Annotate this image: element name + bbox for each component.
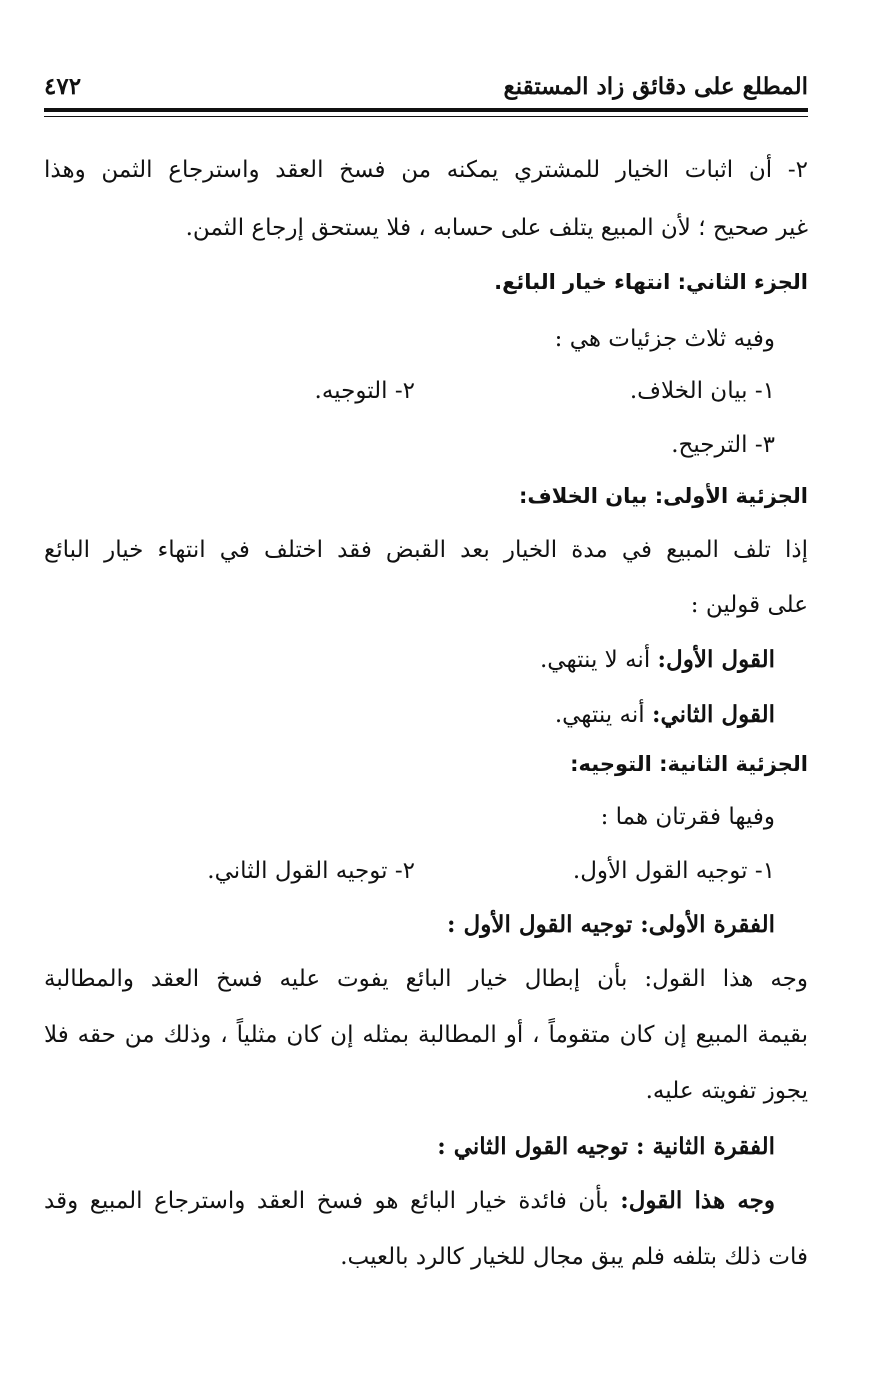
opinion-label: القول الثاني: [651, 701, 775, 728]
paragraph-line [44, 1187, 775, 1214]
section-heading: الجزئية الثانية: التوجيه: [570, 752, 808, 776]
opinion-line [555, 701, 775, 728]
paragraph-line: وفيه ثلاث جزئيات هي : [554, 326, 775, 352]
header-rule-thick [44, 108, 808, 112]
paragraph-line: بقيمة المبيع إن كان متقوماً ، أو المطالبة بمثله إن كان مثلياً ، وذلك من حقه فلا [44, 1022, 808, 1048]
opinion-text: أنه لا ينتهي. [540, 647, 651, 673]
opinion-text: أنه ينتهي. [554, 702, 645, 728]
paragraph-line: يجوز تفويته عليه. [645, 1078, 808, 1104]
argument-label: وجه هذا القول: [620, 1187, 775, 1214]
paragraph-line: غير صحيح ؛ لأن المبيع يتلف على حسابه ، فلا يستحق إرجاع الثمن. [185, 215, 808, 241]
section-heading: الجزء الثاني: انتهاء خيار البائع. [494, 270, 808, 294]
paragraph-heading: الفقرة الثانية : توجيه القول الثاني : [437, 1133, 775, 1160]
list-item: ١- توجيه القول الأول. [572, 858, 775, 884]
opinion-label: القول الأول: [657, 646, 775, 673]
header-rule-thin [44, 116, 808, 117]
list-item: ٣- الترجيح. [671, 432, 775, 458]
opinion-line [540, 646, 775, 673]
paragraph-line: إذا تلف المبيع في مدة الخيار بعد القبض فقد اختلف في انتهاء خيار البائع [44, 537, 808, 563]
list-item: ٢- توجيه القول الثاني. [207, 858, 415, 884]
paragraph-heading: الفقرة الأولى: توجيه القول الأول : [447, 911, 775, 938]
paragraph-line: فات ذلك بتلفه فلم يبق مجال للخيار كالرد بالعيب. [340, 1244, 808, 1270]
paragraph-line: على قولين : [690, 592, 808, 618]
page-number: ٤٧٢ [44, 73, 82, 100]
argument-text: بأن فائدة خيار البائع هو فسخ العقد واسترجاع المبيع وقد [44, 1188, 609, 1214]
section-heading: الجزئية الأولى: بيان الخلاف: [518, 484, 808, 508]
running-title: المطلع على دقائق زاد المستقنع [503, 73, 808, 100]
list-item: ٢- التوجيه. [314, 378, 415, 404]
paragraph-line: وجه هذا القول: بأن إبطال خيار البائع يفوت عليه فسخ العقد والمطالبة [44, 966, 808, 992]
page-header [44, 72, 808, 100]
paragraph-line: وفيها فقرتان هما : [600, 804, 775, 830]
list-item: ١- بيان الخلاف. [629, 378, 775, 404]
paragraph-line: ٢- أن اثبات الخيار للمشتري يمكنه من فسخ العقد واسترجاع الثمن وهذا [44, 157, 808, 183]
